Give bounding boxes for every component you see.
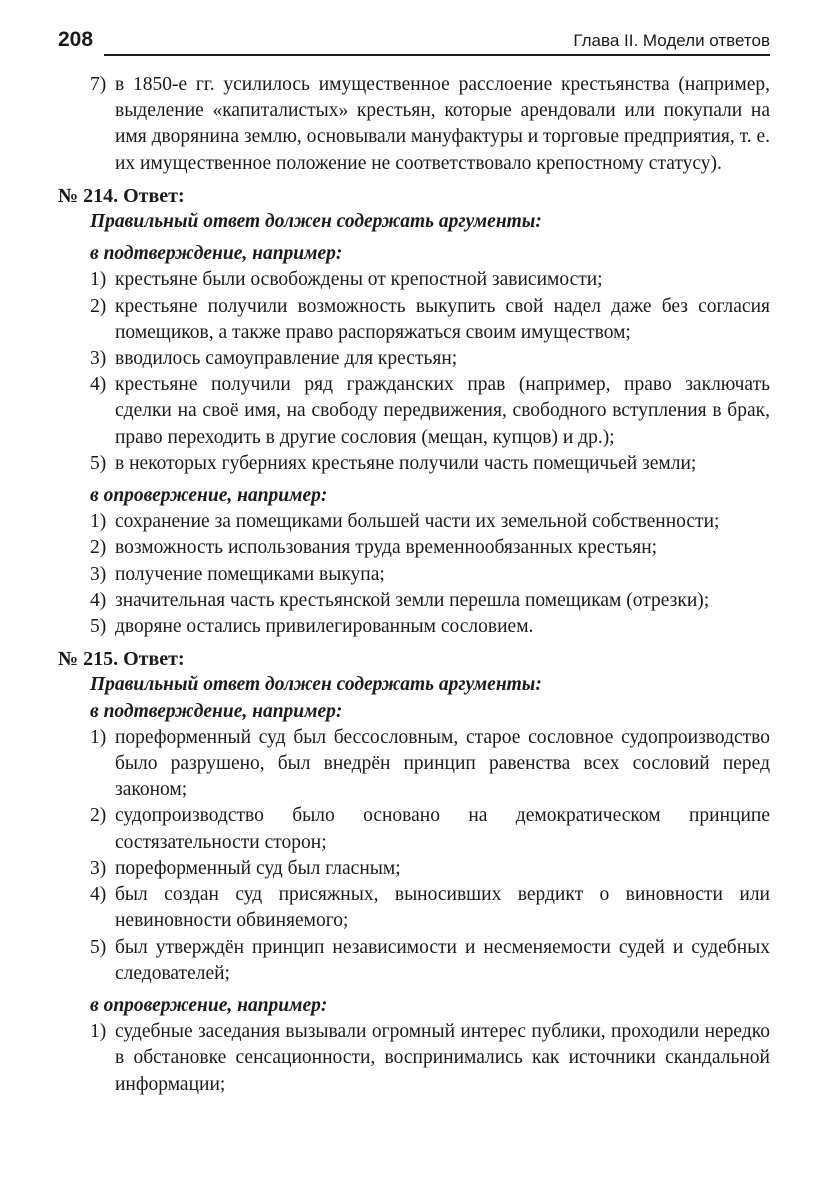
task-214-refute-heading: в опровержение, например: — [90, 485, 328, 507]
list-item — [58, 803, 770, 855]
item-number: 1) — [90, 726, 107, 748]
list-item — [58, 614, 770, 640]
chapter-title: Глава II. Модели ответов — [573, 31, 770, 50]
list-item — [58, 509, 770, 535]
page-header — [58, 26, 770, 58]
list-item — [58, 72, 770, 177]
item-text: судебные заседания вызывали огромный интерес публики, проходили нередко в обстановке сенсационности, воспринимались как источники скандальной информации; — [115, 1021, 770, 1095]
item-text: сохранение за помещиками большей части их земельной собственности; — [115, 511, 720, 533]
item-number: 4) — [90, 884, 107, 906]
list-item — [58, 267, 770, 293]
item-text: крестьяне получили возможность выкупить свой надел даже без согласия помещиков, а также право распоряжаться своим имуществом; — [115, 295, 770, 343]
item-text: был создан суд присяжных, выносивших вердикт о виновности или невиновности обвиняемого; — [115, 884, 770, 932]
item-number: 5) — [90, 452, 107, 474]
item-text: крестьяне были освобождены от крепостной зависимости; — [115, 269, 603, 291]
item-number: 3) — [90, 857, 107, 879]
list-item — [58, 346, 770, 372]
item-text: вводилось самоуправление для крестьян; — [115, 348, 458, 370]
list-item — [58, 451, 770, 477]
item-number: 5) — [90, 616, 107, 638]
list-item — [58, 294, 770, 346]
item-text: был утверждён принцип независимости и несменяемости судей и судебных следователей; — [115, 936, 770, 984]
item-number: 2) — [90, 805, 107, 827]
item-number: 5) — [90, 936, 107, 958]
item-text: в 1850-е гг. усилилось имущественное расслоение крестьянства (например, выделение «капиталистых» крестьян, которые арендовали или покупали на имя дворянина землю, основывали мануфактуры и торговые предприятия, т. е. их имущественное положение не соответствовало крепостному статусу). — [115, 74, 770, 174]
list-item — [58, 856, 770, 882]
item-number: 4) — [90, 589, 107, 611]
item-text: пореформенный суд был бессословным, старое сословное судопроизводство было разрушено, был внедрён принцип равенства всех сословий перед законом; — [115, 726, 770, 801]
item-text: дворяне остались привилегированным сословием. — [115, 616, 534, 638]
page-content — [58, 72, 770, 1098]
task-214-subtitle: Правильный ответ должен содержать аргументы: — [90, 211, 542, 233]
list-item — [58, 562, 770, 588]
task-215-title: № 215. Ответ: — [58, 648, 185, 671]
item-number: 4) — [90, 374, 107, 396]
item-number: 3) — [90, 348, 107, 370]
item-number: 3) — [90, 563, 107, 585]
list-item — [58, 935, 770, 987]
header-rule — [104, 54, 770, 56]
task-215-subtitle: Правильный ответ должен содержать аргументы: — [90, 674, 542, 696]
item-text: судопроизводство было основано на демократическом принципе состязательности сторон; — [115, 805, 770, 853]
item-number: 2) — [90, 537, 107, 559]
item-number: 1) — [90, 1021, 107, 1043]
item-text: получение помещиками выкупа; — [115, 563, 385, 585]
item-text: пореформенный суд был гласным; — [115, 857, 401, 879]
item-text: в некоторых губерниях крестьяне получили часть помещичьей земли; — [115, 452, 697, 474]
list-item — [58, 725, 770, 804]
task-215-refute-heading: в опровержение, например: — [90, 994, 328, 1016]
item-number: 2) — [90, 295, 107, 317]
list-item — [58, 882, 770, 934]
item-text: значительная часть крестьянской земли перешла помещикам (отрезки); — [115, 589, 710, 611]
task-215-confirm-heading: в подтверждение, например: — [90, 700, 343, 722]
task-214-title: № 214. Ответ: — [58, 184, 185, 207]
list-item — [58, 1019, 770, 1098]
list-item — [58, 372, 770, 451]
item-number: 7) — [90, 74, 107, 95]
task-214-confirm-heading: в подтверждение, например: — [90, 243, 343, 265]
item-text: возможность использования труда временнообязанных крестьян; — [115, 537, 658, 559]
page-number: 208 — [58, 28, 94, 51]
item-number: 1) — [90, 269, 107, 291]
list-item — [58, 535, 770, 561]
item-number: 1) — [90, 511, 107, 533]
item-text: крестьяне получили ряд гражданских прав (например, право заключать сделки на своё имя, на свободу передвижения, свободного вступления в брак, право переходить в другие сословия (мещан, купцов) и др.); — [115, 374, 770, 448]
list-item — [58, 588, 770, 614]
